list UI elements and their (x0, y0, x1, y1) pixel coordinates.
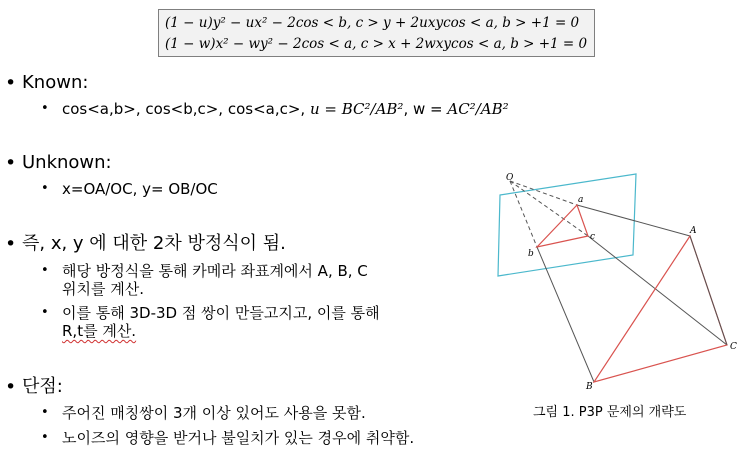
cons-item-2: 노이즈의 영향을 받거나 불일치가 있는 경우에 취약함. (62, 429, 415, 447)
figure-caption: 그림 1. P3P 문제의 개략도 (533, 405, 687, 420)
label-O: O (506, 173, 514, 183)
label-B: B (586, 382, 593, 392)
ray-c (588, 236, 727, 345)
bullet-result: • (5, 233, 17, 255)
equation-box (158, 9, 595, 57)
equation-1: (1 − u)y² − ux² − 2cos < b, c > y + 2uxycos < a, b > +1 = 0 (165, 15, 580, 31)
cons-heading: 단점: (22, 376, 63, 397)
cons-item-1: 주어진 매칭쌍이 3개 이상 있어도 사용을 못함. (62, 404, 366, 422)
edge-ac-dark (690, 236, 727, 345)
known-item-u: u = BC²/AB² (309, 100, 404, 118)
bullet-result-item-1: • (41, 263, 49, 278)
result-item-1-line-1: 해당 방정식을 통해 카메라 좌표계에서 A, B, C (62, 262, 368, 280)
bullet-cons-item-1: • (41, 405, 49, 420)
result-item-2-line-1: 이를 통해 3D-3D 점 쌍이 만들고지고, 이를 통해 (62, 304, 380, 322)
result-item-1-line-2: 위치를 계산. (62, 280, 144, 298)
label-C: C (730, 342, 737, 352)
label-c: c (590, 232, 596, 242)
label-b: b (528, 249, 534, 259)
known-item-prefix: cos<a,b>, cos<b,c>, cos<a,c>, (62, 100, 310, 118)
image-triangle (537, 205, 588, 247)
p3p-diagram (490, 160, 748, 400)
bullet-cons-item-2: • (41, 430, 49, 445)
known-heading: Known: (22, 72, 89, 93)
bullet-known-item: • (41, 101, 49, 116)
label-a: a (578, 195, 584, 205)
result-item-2-line-2: R,t를 계산. (62, 322, 137, 340)
bullet-known: • (5, 72, 17, 94)
equation-2: (1 − w)x² − wy² − 2cos < a, c > x + 2wxycos < a, b > +1 = 0 (165, 36, 588, 52)
bullet-result-item-2: • (41, 305, 49, 320)
label-A: A (690, 226, 697, 236)
ray-b (537, 247, 594, 382)
known-item-sep: , w = (403, 100, 448, 118)
image-plane (498, 174, 636, 276)
known-item (62, 99, 509, 119)
bullet-cons: • (5, 376, 17, 398)
bullet-unknown-item: • (41, 181, 49, 196)
known-item-w: AC²/AB² (447, 100, 509, 118)
result-heading: 즉, x, y 에 대한 2차 방정식이 됨. (22, 233, 286, 254)
unknown-item: x=OA/OC, y= OB/OC (62, 180, 218, 198)
bullet-unknown: • (5, 152, 17, 174)
unknown-heading: Unknown: (22, 152, 112, 173)
